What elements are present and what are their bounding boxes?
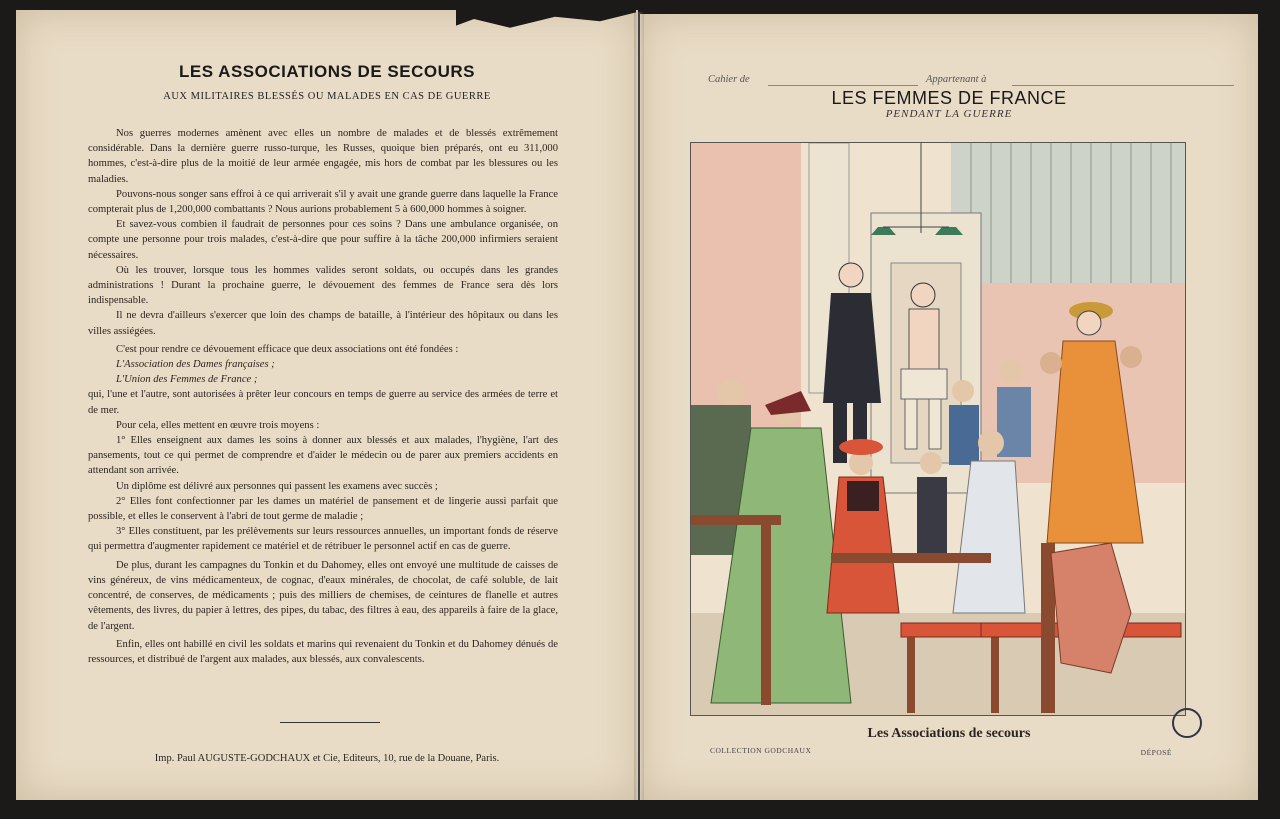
paragraph: Nos guerres modernes amènent avec elles un nombre de malades et de blessés extrêmement considérable. Dans la dernière guerre russo-turque, les Russes, quoique bien préparés, ont eu 311,000 hommes, c'est-à-dire plus de la moitié de leur armée engagée, mis hors de combat par les blessures ou les maladies.: [88, 128, 558, 185]
paragraph: qui, l'une et l'autre, sont autorisées à prêter leur concours en temps de guerre au service des armées de terre et de mer.: [88, 389, 558, 416]
imprint-line: Imp. Paul AUGUSTE-GODCHAUX et Cie, Editeurs, 10, rue de la Douane, Paris.: [154, 753, 500, 764]
paragraph: Où les trouver, lorsque tous les hommes valides seront soldats, ou occupés dans les grandes administrations ! Durant la prochaine guerre, le dévouement des femmes de France sera dès lors indispensable.: [88, 264, 558, 307]
association-name: L'Association des Dames françaises ;: [116, 359, 275, 371]
paragraph: Pour cela, elles mettent en œuvre trois moyens :: [116, 419, 320, 431]
association-name: L'Union des Femmes de France ;: [116, 374, 258, 386]
page-title: LES ASSOCIATIONS DE SECOURS: [179, 62, 475, 81]
divider: [280, 722, 380, 723]
cahier-blank-line: [768, 85, 918, 86]
library-stamp: [1172, 708, 1202, 738]
appartenant-label: Appartenant à: [926, 74, 987, 85]
cahier-label: Cahier de: [708, 74, 750, 85]
paragraph: Et savez-vous combien il faudrait de personnes pour ces soins ? Dans une ambulance organisée, on compte une personne pour trois malades, c'est-à-dire que pour suffire à la tâche 200,000 infirmiers seraient nécessaires.: [88, 219, 558, 261]
left-page: [16, 10, 638, 800]
lecture-scene-illustration: [691, 143, 1185, 715]
cover-title: LES FEMMES DE FRANCE: [831, 88, 1067, 108]
illustration: [690, 142, 1186, 716]
article-body: [88, 126, 558, 667]
paragraph: 3° Elles constituent, par les prélèvements sur leurs ressources annuelles, un important fonds de réserve qui permettra d'augmenter rapidement ce matériel et de rétribuer le personnel actif en cas de guerre.: [88, 526, 558, 553]
paragraph: Il ne devra d'ailleurs s'exercer que loin des champs de bataille, à l'intérieur des hôpitaux ou dans les villes assiégées.: [88, 310, 558, 337]
center-fold: [634, 12, 644, 800]
paragraph: Un diplôme est délivré aux personnes qui passent les examens avec succès ;: [116, 480, 438, 492]
appartenant-blank-line: [1012, 85, 1234, 86]
paragraph: Pouvons-nous songer sans effroi à ce qui arriverait s'il y avait une grande guerre dans laquelle la France compterait plus de 1,200,000 combattants ? Nous aurions probablement 5 à 600,000 hommes à soigner.: [88, 188, 558, 216]
paragraph: Enfin, elles ont habillé en civil les soldats et marins qui revenaient du Tonkin et du Dahomey dénués de ressources, et distribué de l'argent aux malades, aux blessés, aux convalescents.: [88, 638, 558, 665]
right-page: [640, 14, 1258, 800]
illustration-caption: Les Associations de secours: [867, 726, 1031, 741]
cover-subtitle: PENDANT LA GUERRE: [885, 108, 1013, 120]
paragraph: De plus, durant les campagnes du Tonkin et du Dahomey, elles ont envoyé une multitude de caisses de vins généreux, de vins médicamenteux, de cognac, d'eaux minérales, de chocolat, de café soluble, de lait concentré, de conserves, de médicaments ; puis des milliers de chemises, de ceintures de flanelle et autres vêtements, des livres, du papier à lettres, des pipes, du tabac, des filtres à eau, des appareils à faire de la glace, de l'argent.: [88, 559, 558, 632]
collection-label: COLLECTION GODCHAUX: [710, 746, 812, 755]
paragraph: 2° Elles font confectionner par les dames un matériel de pansement et de lingerie aussi parfait que possible, et elles le conservent à l'abri de tout germe de maladie ;: [88, 495, 558, 523]
page-subtitle: AUX MILITAIRES BLESSÉS OU MALADES EN CAS DE GUERRE: [163, 91, 491, 102]
paragraph: 1° Elles enseignent aux dames les soins à donner aux blessés et aux malades, l'hygiène, l'art des pansements, tout ce qui permet de comprendre et d'aider le médecin ou de parer aux premiers accidents en attendant son arrivée.: [88, 435, 558, 477]
depose-label: DÉPOSÉ: [1140, 748, 1172, 757]
paragraph: C'est pour rendre ce dévouement efficace que deux associations ont été fondées :: [116, 343, 459, 355]
